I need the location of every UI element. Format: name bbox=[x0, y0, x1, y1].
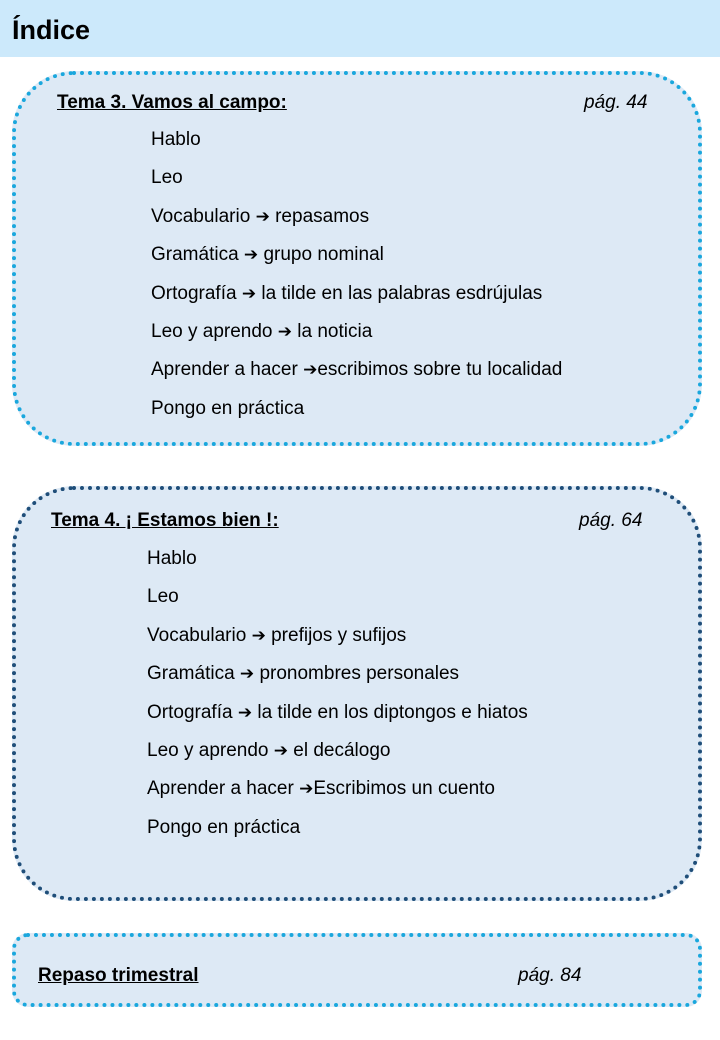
list-item: Aprender a hacer ➔escribimos sobre tu localidad bbox=[151, 359, 563, 381]
section-tema-4 bbox=[12, 486, 702, 901]
right-arrow-icon: ➔ bbox=[303, 360, 318, 381]
list-item: Leo bbox=[147, 586, 179, 608]
list-item: Pongo en práctica bbox=[147, 816, 301, 838]
list-item: Ortografía ➔ la tilde en los diptongos e hiatos bbox=[147, 701, 528, 723]
page-title: Índice bbox=[12, 15, 91, 45]
list-item: Vocabulario ➔ repasamos bbox=[151, 205, 370, 227]
section-review bbox=[12, 933, 702, 1007]
topic-list bbox=[147, 548, 528, 855]
header-bar bbox=[0, 0, 720, 57]
section-page: pág. 44 bbox=[584, 92, 648, 113]
right-arrow-icon: ➔ bbox=[273, 740, 289, 761]
list-item: Leo y aprendo ➔ el decálogo bbox=[147, 739, 391, 761]
section-page: pág. 64 bbox=[579, 510, 643, 531]
section-tema-3 bbox=[12, 71, 702, 446]
list-item: Hablo bbox=[151, 129, 201, 150]
topic-list bbox=[151, 129, 562, 436]
section-title: Tema 4. ¡ Estamos bien !: bbox=[51, 510, 279, 531]
list-item: Gramática ➔ grupo nominal bbox=[151, 244, 384, 266]
right-arrow-icon: ➔ bbox=[243, 245, 259, 266]
list-item: Leo bbox=[151, 167, 183, 189]
right-arrow-icon: ➔ bbox=[255, 206, 270, 227]
section-title: Tema 3. Vamos al campo: bbox=[57, 92, 287, 113]
right-arrow-icon: ➔ bbox=[277, 321, 293, 342]
review-title: Repaso trimestral bbox=[38, 965, 199, 986]
right-arrow-icon: ➔ bbox=[251, 625, 266, 646]
list-item: Gramática ➔ pronombres personales bbox=[147, 663, 460, 685]
list-item: Vocabulario ➔ prefijos y sufijos bbox=[147, 624, 407, 646]
right-arrow-icon: ➔ bbox=[241, 283, 257, 304]
right-arrow-icon: ➔ bbox=[237, 702, 253, 723]
list-item: Aprender a hacer ➔Escribimos un cuento bbox=[147, 778, 495, 800]
right-arrow-icon: ➔ bbox=[239, 664, 255, 685]
list-item: Hablo bbox=[147, 548, 197, 569]
right-arrow-icon: ➔ bbox=[299, 779, 314, 800]
review-page: pág. 84 bbox=[518, 965, 582, 986]
list-item: Ortografía ➔ la tilde en las palabras esdrújulas bbox=[151, 282, 543, 304]
list-item: Leo y aprendo ➔ la noticia bbox=[151, 320, 373, 342]
list-item: Pongo en práctica bbox=[151, 397, 305, 419]
